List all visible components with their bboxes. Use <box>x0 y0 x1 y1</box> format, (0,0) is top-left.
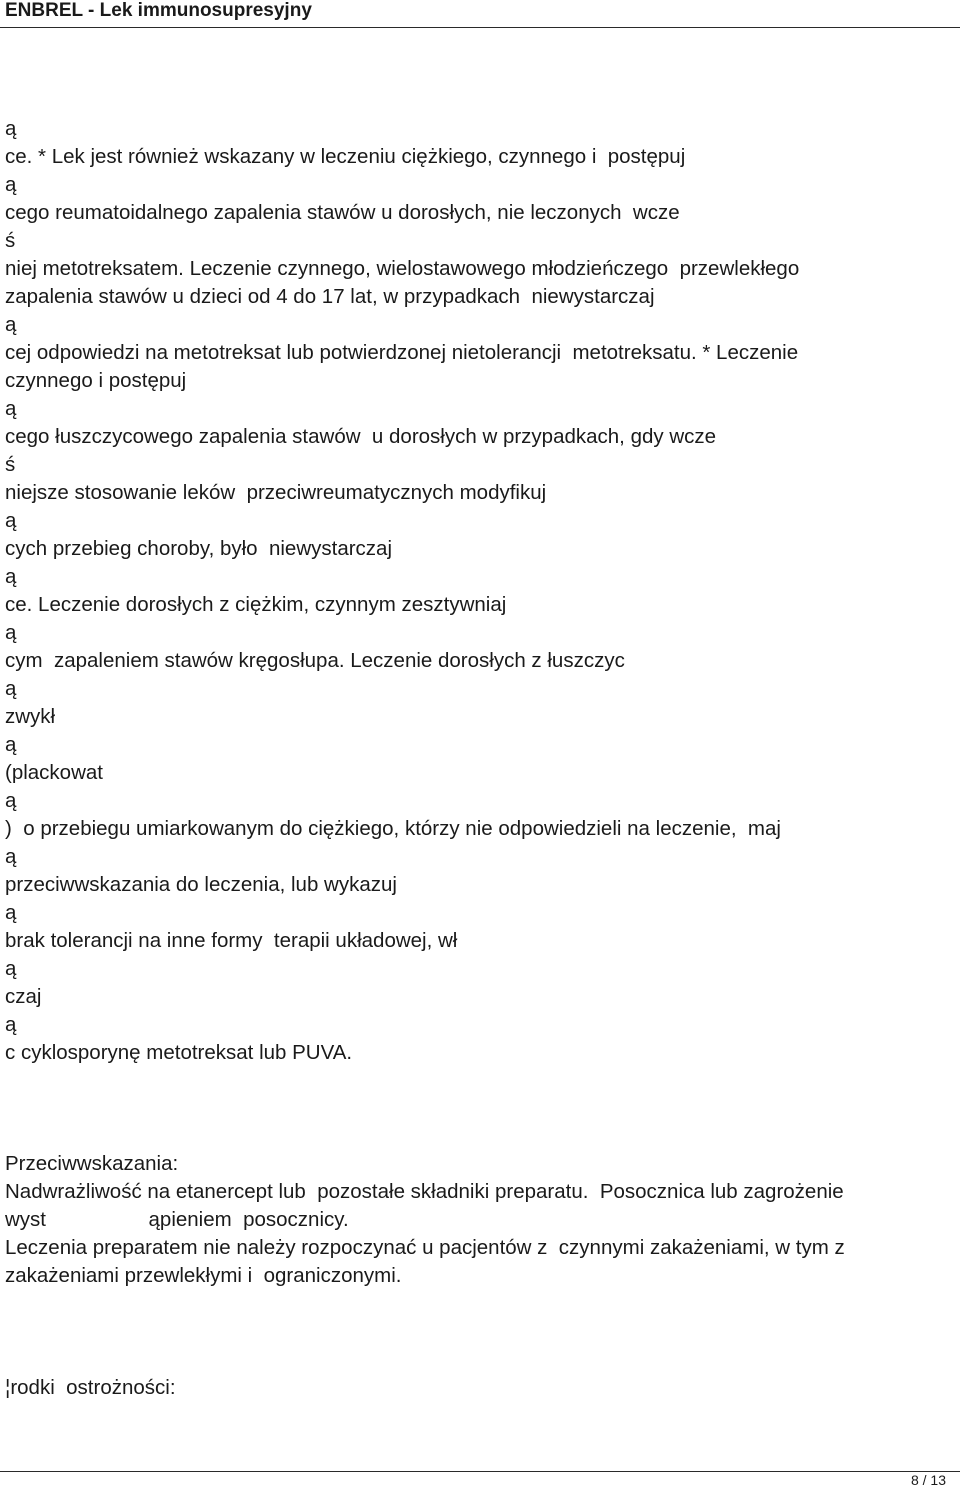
body-line: ą <box>5 845 17 868</box>
indications-text <box>5 115 955 1067</box>
body-line: zapalenia stawów u dzieci od 4 do 17 lat, w przypadkach niewystarczaj <box>5 285 655 308</box>
contraindications-line: wyst ąpieniem posocznicy. <box>5 1208 349 1231</box>
body-line: ą <box>5 789 17 812</box>
body-line: ą <box>5 957 17 980</box>
body-line: brak tolerancji na inne formy terapii układowej, wł <box>5 929 458 952</box>
contraindications-line: Leczenia preparatem nie należy rozpoczynać u pacjentów z czynnymi zakażeniami, w tym z <box>5 1236 845 1259</box>
body-line: cego łuszczycowego zapalenia stawów u dorosłych w przypadkach, gdy wcze <box>5 425 717 448</box>
contraindications-heading: Przeciwwskazania: <box>5 1152 179 1175</box>
body-line: cej odpowiedzi na metotreksat lub potwierdzonej nietolerancji metotreksatu. * Leczenie <box>5 341 799 364</box>
body-line: ą <box>5 733 17 756</box>
contraindications-line: zakażeniami przewlekłymi i ograniczonymi. <box>5 1264 402 1287</box>
body-line: cego reumatoidalnego zapalenia stawów u dorosłych, nie leczonych wcze <box>5 201 680 224</box>
body-line: czaj <box>5 985 42 1008</box>
body-line: ą <box>5 397 17 420</box>
page-number: 8 / 13 <box>910 1472 946 1488</box>
body-line: ą <box>5 565 17 588</box>
body-line: ś <box>5 229 16 252</box>
body-line: niejsze stosowanie leków przeciwreumatycznych modyfikuj <box>5 481 547 504</box>
body-line: ą <box>5 621 17 644</box>
body-line: cym zapaleniem stawów kręgosłupa. Leczenie dorosłych z łuszczyc <box>5 649 625 672</box>
body-line: przeciwwskazania do leczenia, lub wykazuj <box>5 873 397 896</box>
body-line: ) o przebiegu umiarkowanym do ciężkiego, którzy nie odpowiedzieli na leczenie, maj <box>5 817 781 840</box>
body-line: ce. Leczenie dorosłych z ciężkim, czynnym zesztywniaj <box>5 593 507 616</box>
contraindications-section <box>5 1150 955 1290</box>
body-line: (plackowat <box>5 761 103 784</box>
document-title: ENBREL - Lek immunosupresyjny <box>5 0 312 21</box>
body-line: ś <box>5 453 16 476</box>
body-line: niej metotreksatem. Leczenie czynnego, wielostawowego młodzieńczego przewlekłego <box>5 257 800 280</box>
body-line: cych przebieg choroby, było niewystarczaj <box>5 537 393 560</box>
body-line: ą <box>5 173 17 196</box>
body-line: ą <box>5 901 17 924</box>
body-line: ą <box>5 117 17 140</box>
body-line: ą <box>5 677 17 700</box>
contraindications-line: Nadwrażliwość na etanercept lub pozostałe składniki preparatu. Posocznica lub zagrożenie <box>5 1180 844 1203</box>
body-line: zwykł <box>5 705 56 728</box>
body-line: ą <box>5 1013 17 1036</box>
body-line: czynnego i postępuj <box>5 369 187 392</box>
precautions-section <box>5 1374 955 1402</box>
footer-divider <box>0 1471 960 1472</box>
body-line: ą <box>5 313 17 336</box>
body-line: c cyklosporynę metotreksat lub PUVA. <box>5 1041 353 1064</box>
header-divider <box>0 27 960 28</box>
precautions-heading: ¦rodki ostrożności: <box>5 1376 176 1399</box>
body-line: ą <box>5 509 17 532</box>
body-line: ce. * Lek jest również wskazany w leczeniu ciężkiego, czynnego i postępuj <box>5 145 686 168</box>
